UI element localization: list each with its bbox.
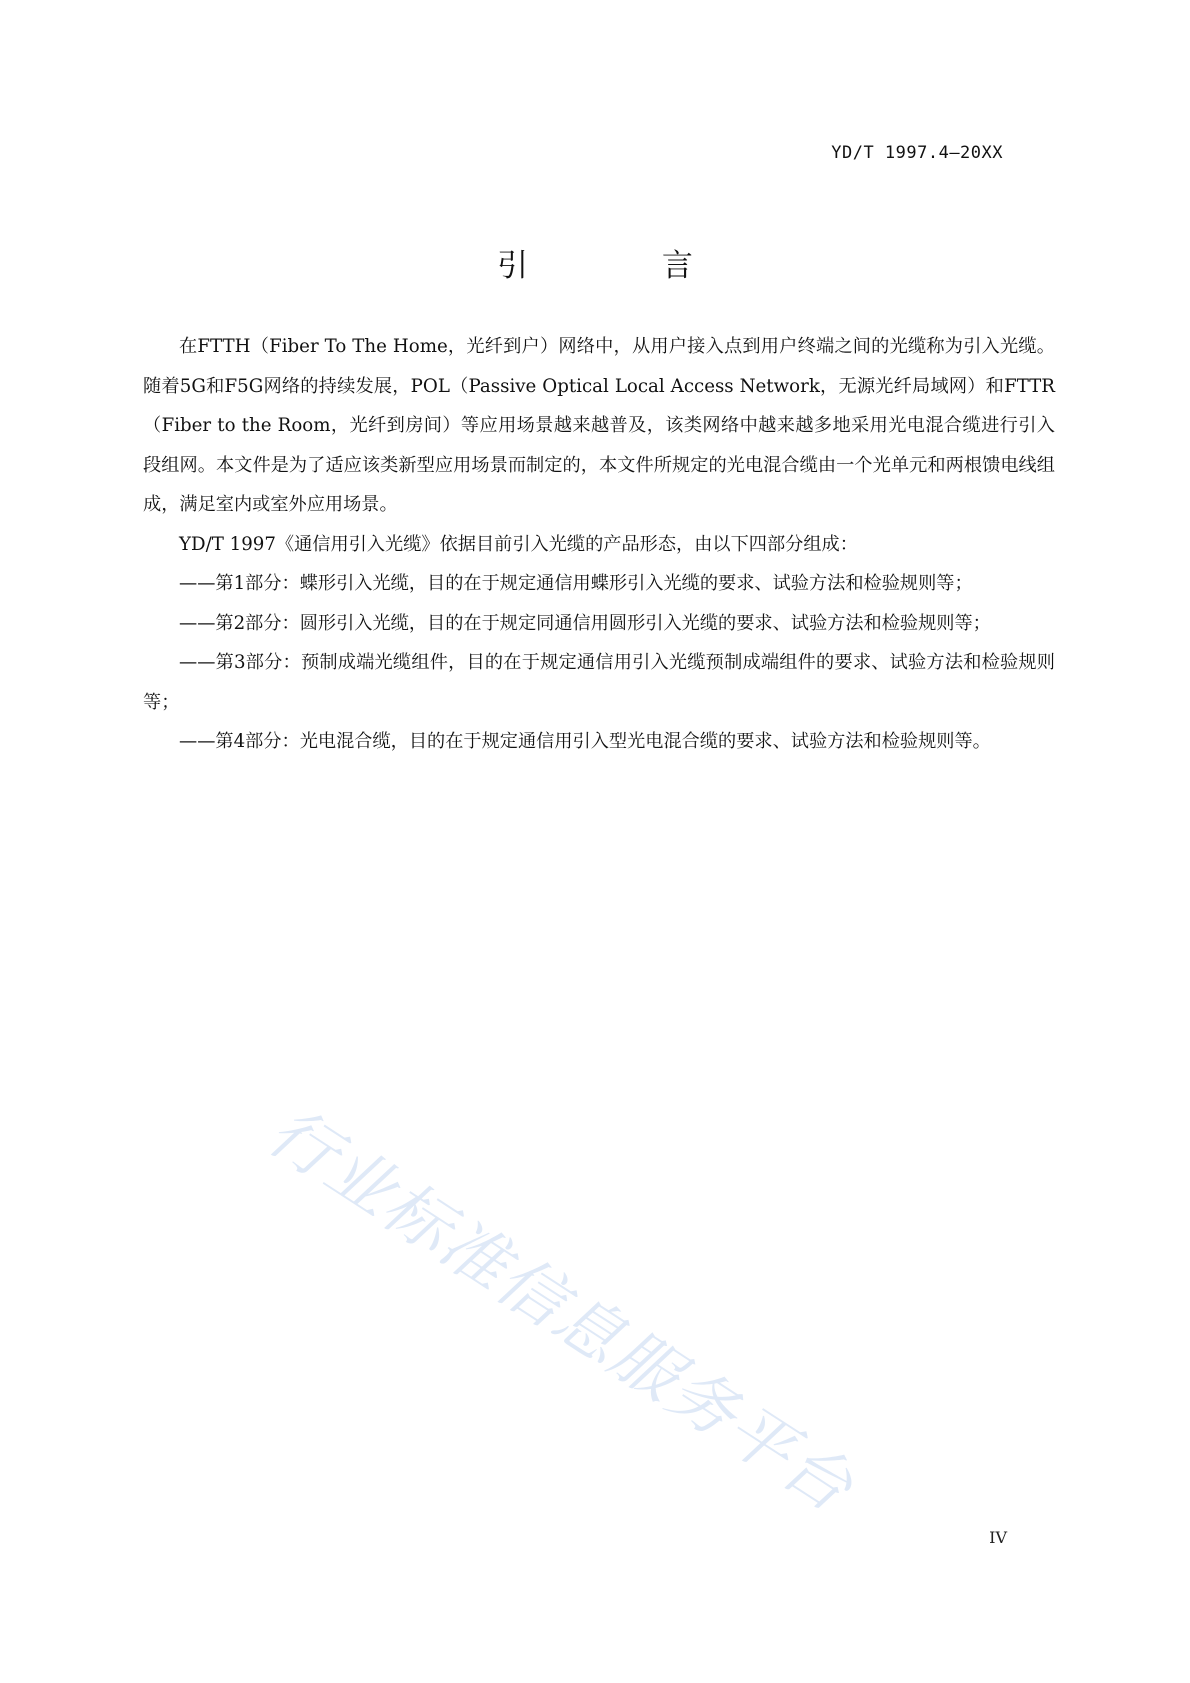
part-3-item: ——第3部分：预制成端光缆组件，目的在于规定通信用引入光缆预制成端组件的要求、试验方法和检验规则等； [143, 652, 1055, 713]
page-number: IV [989, 1528, 1007, 1547]
document-code: YD/T 1997.4—20XX [831, 143, 1003, 163]
part-2-item: ——第2部分：圆形引入光缆，目的在于规定同通信用圆形引入光缆的要求、试验方法和检验规则等； [179, 612, 991, 634]
part-4-item: ——第4部分：光电混合缆，目的在于规定通信用引入型光电混合缆的要求、试验方法和检验规则等。 [179, 731, 991, 752]
introduction-body [143, 327, 1055, 762]
watermark: 行业标准信息服务平台 [254, 1092, 868, 1528]
intro-paragraph: 在FTTH（Fiber To The Home，光纤到户）网络中，从用户接入点到用户终端之间的光缆称为引入光缆。随着5G和F5G网络的持续发展，POL（Passive Optical Local Access Network，无源光纤局域网）和FTTR（Fiber to the Room，光纤到房间）等应用场景越来越普及，该类网络中越来越多地采用光电混合缆进行引入段组网。本文件是为了适应该类新型应用场景而制定的，本文件所规定的光电混合缆由一个光单元和两根馈电线组成，满足室内或室外应用场景。 [143, 336, 1055, 515]
part-1-item: ——第1部分：蝶形引入光缆，目的在于规定通信用蝶形引入光缆的要求、试验方法和检验规则等； [179, 573, 973, 594]
page-title: 引 言 [497, 248, 755, 284]
parts-intro-paragraph: YD/T 1997《通信用引入光缆》依据目前引入光缆的产品形态，由以下四部分组成： [179, 533, 858, 555]
